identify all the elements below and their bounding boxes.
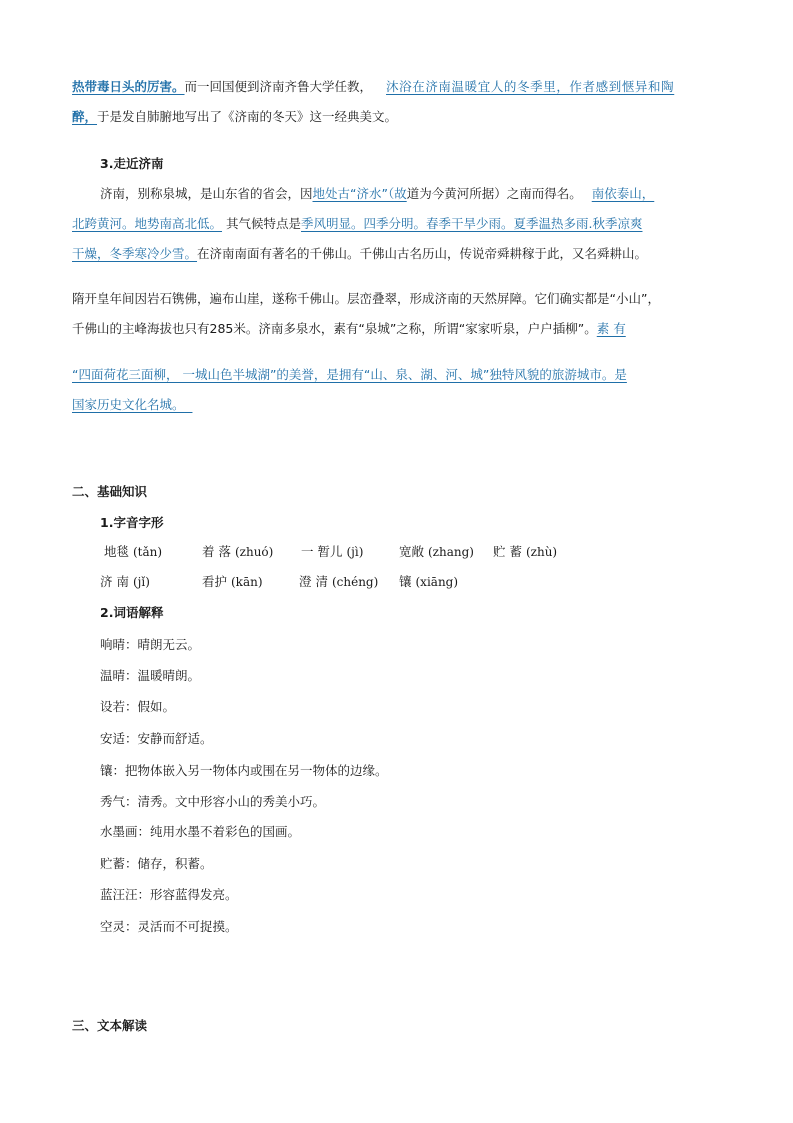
subsection-heading: 1.字音字形: [100, 515, 164, 530]
intro-line-1: [72, 78, 674, 96]
highlight-text: 素 有: [596, 321, 626, 336]
highlight-text: 国家历史文化名城。: [72, 397, 185, 412]
pinyin-item: 一 暂儿 (jì): [301, 544, 364, 559]
pinyin-item: 济 南 (jǐ): [100, 574, 150, 589]
pinyin-item: 看护 (kān): [202, 574, 263, 589]
term-item: 蓝汪汪：形容蓝得发亮。: [100, 887, 238, 902]
paragraph-line: 隋开皇年间因岩石镌佛，遍布山崖，遂称千佛山。层峦叠翠，形成济南的天然屏障。它们确实都是“小山”，: [72, 291, 660, 306]
term-item: 贮蓄：储存，积蓄。: [100, 856, 213, 871]
highlight-text: 干燥，冬季寒冷少雪。: [72, 246, 198, 261]
body-text: 其气候特点是: [222, 216, 301, 231]
pinyin-item: 着 落 (zhuó): [202, 544, 274, 559]
body-text: 济南，别称泉城，是山东省的省会，因: [100, 186, 313, 201]
paragraph-line: [72, 366, 627, 384]
highlight-text: 沐浴在济南温暖宜人的冬季里，作者感到惬异和陶: [386, 79, 675, 94]
paragraph-line: [72, 215, 642, 233]
section-heading: 3.走近济南: [100, 156, 164, 171]
highlight-text: 南依泰山，: [591, 186, 655, 201]
body-text: 于是发自肺腑地写出了《济南的冬天》这一经典美文。: [97, 109, 398, 124]
subsection-heading: 2.词语解释: [100, 605, 164, 620]
highlight-text: 北跨黄河。地势南高北低。: [72, 216, 223, 231]
highlight-text: 醉，: [72, 109, 98, 124]
body-text: 千佛山的主峰海拔也只有285米。济南多泉水，素有“泉城”之称，所谓“家家听泉，户户插柳”。: [72, 321, 597, 336]
intro-line-2: [72, 108, 397, 126]
paragraph-line: [72, 245, 647, 263]
term-item: 响晴：晴朗无云。: [100, 637, 201, 652]
term-item: 秀气：清秀。文中形容小山的秀美小巧。: [100, 794, 326, 809]
highlight-text: 热带毒日头的厉害。: [72, 79, 185, 94]
paragraph-line: [100, 185, 654, 203]
highlight-text: 季风明显。四季分明。春季干旱少雨。夏季温热多雨.秋季凉爽: [301, 216, 643, 231]
paragraph-line: [72, 396, 192, 414]
body-text: 而一回国便到济南齐鲁大学任教，: [184, 79, 373, 94]
section-heading: 二、基础知识: [72, 484, 148, 499]
term-item: 安适：安静而舒适。: [100, 731, 213, 746]
term-item: 设若：假如。: [100, 699, 176, 714]
highlight-text: 地处古“济水”（故: [312, 186, 407, 201]
pinyin-item: 地毯 (tǎn): [104, 544, 163, 559]
body-text: 在济南南面有著名的千佛山。千佛山古名历山，传说帝舜耕稼于此，又名舜耕山。: [197, 246, 648, 261]
section-heading: 三、文本解读: [72, 1018, 148, 1033]
pinyin-item: 镶 (xiāng): [399, 574, 459, 589]
term-item: 镶：把物体嵌入另一物体内或围在另一物体的边缘。: [100, 763, 388, 778]
pinyin-item: 宽敞 (zhang): [399, 544, 474, 559]
term-item: 水墨画：纯用水墨不着彩色的国画。: [100, 824, 301, 839]
highlight-text: “四面荷花三面柳， 一城山色半城湖”的美誉，是拥有“山、泉、湖、河、城”独特风貌的旅游城市。是: [72, 367, 627, 382]
body-text: 道为今黄河所据）之南而得名。: [406, 186, 582, 201]
pinyin-item: 澄 清 (chéng): [299, 574, 379, 589]
term-item: 温晴：温暖晴朗。: [100, 668, 201, 683]
paragraph-line: [72, 320, 626, 338]
pinyin-item: 贮 蓄 (zhù): [493, 544, 558, 559]
term-item: 空灵：灵活而不可捉摸。: [100, 919, 238, 934]
